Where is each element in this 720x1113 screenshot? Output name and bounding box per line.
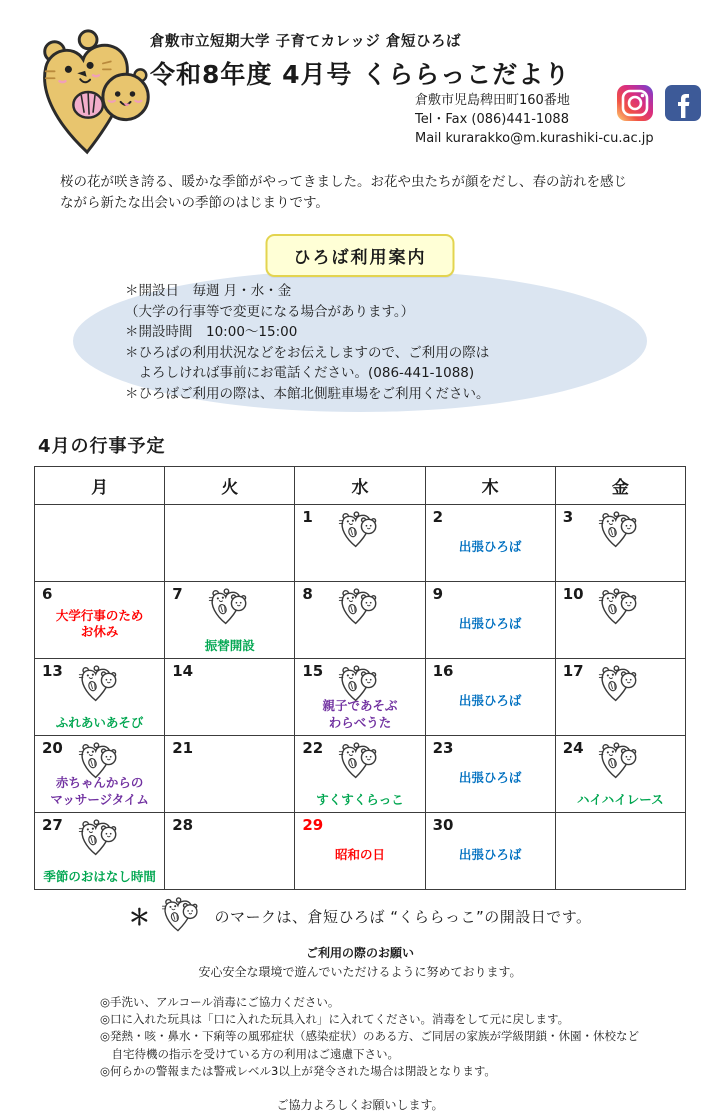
info-line: ＊ひろばご利用の際は、本館北側駐車場をご利用ください。	[125, 385, 490, 402]
calendar-week-row	[35, 812, 686, 889]
event-label: 赤ちゃんからの マッサージタイム	[50, 775, 149, 807]
usage-note-line: ◎手洗い、アルコール消毒にご協力ください。	[100, 994, 340, 1009]
otter-open-day-mark	[597, 741, 643, 785]
day-header-thu: 木	[425, 466, 555, 504]
date-number: 23	[432, 738, 454, 757]
otter-open-day-mark	[207, 587, 253, 631]
calendar-day-cell	[295, 812, 425, 889]
info-line: ＊開設時間 10:00～15:00	[125, 324, 298, 341]
event-label: 大学行事のため お休み	[55, 607, 144, 639]
calendar-week-row	[35, 658, 686, 735]
event-label: 出張ひろば	[458, 692, 522, 708]
otter-heart-icon	[337, 587, 383, 627]
event-label: 振替開設	[204, 637, 255, 653]
date-number: 10	[562, 584, 584, 603]
newsletter-subtitle: 倉敷市立短期大学 子育てカレッジ 倉短ひろば	[150, 34, 461, 50]
day-header-wed: 水	[295, 466, 425, 504]
info-line: ＊開設日 毎週 月・水・金	[125, 283, 292, 300]
date-number: 20	[42, 738, 63, 757]
otter-heart-icon	[77, 818, 123, 858]
calendar-day-cell	[35, 658, 165, 735]
usage-note-line: ◎何らかの警報または警戒レベル3以上が発令された場合は閉設となります。	[100, 1063, 496, 1078]
calendar-day-cell	[555, 581, 685, 658]
otter-mark-legend	[0, 896, 720, 938]
calendar-day-cell	[165, 735, 295, 812]
event-label: すくすくらっこ	[316, 791, 404, 807]
legend-text: のマークは、倉短ひろば “くららっこ”の開設日です。	[214, 908, 592, 927]
notice-subtitle: 安心安全な環境で遊んでいただけるように努めております。	[198, 964, 522, 979]
date-number: 7	[172, 584, 183, 603]
day-header-fri: 金	[555, 466, 685, 504]
calendar-week-row	[35, 735, 686, 812]
date-number: 17	[562, 661, 584, 680]
calendar-day-cell	[165, 812, 295, 889]
info-line: （大学の行事等で変更になる場合があります。）	[125, 303, 415, 320]
newsletter-title: 令和8年度 4月号 くららっこだより	[150, 60, 571, 89]
otter-open-day-mark	[597, 664, 643, 708]
calendar-day-cell	[425, 658, 555, 735]
calendar-heading: 4月の行事予定	[38, 435, 166, 457]
event-label: 昭和の日	[334, 846, 385, 862]
otter-open-day-mark	[337, 510, 383, 554]
info-box-label: ひろば利用案内	[266, 234, 455, 277]
calendar-day-cell	[35, 812, 165, 889]
closing-line: ご協力よろしくお願いします。	[276, 1098, 444, 1113]
date-number: 9	[432, 584, 443, 603]
usage-note-line: ◎発熱・咳・鼻水・下痢等の風邪症状（感染症状）のある方、ご同居の家族が学級閉鎖・休園・休校など	[100, 1029, 640, 1044]
address-line: 倉敷市児島稗田町160番地	[415, 93, 570, 108]
april-calendar	[34, 466, 686, 890]
otter-open-day-mark	[337, 741, 383, 785]
info-ellipse	[73, 270, 647, 412]
date-number: 27	[42, 815, 63, 834]
event-label: 親子であそぶ わらべうた	[322, 698, 398, 730]
date-number: 3	[562, 507, 574, 526]
legend-otter-slot	[160, 896, 204, 938]
asterisk: ＊	[128, 906, 151, 932]
otter-heart-icon	[597, 587, 643, 627]
notice-title: ご利用の際のお願い	[305, 945, 414, 960]
facebook-icon[interactable]	[664, 84, 702, 122]
calendar-day-cell	[425, 504, 555, 581]
event-label: 出張ひろば	[458, 538, 522, 554]
usage-note-line: ◎口に入れた玩具は「口に入れた玩具入れ」に入れてください。消毒をして元に戻します。	[100, 1012, 570, 1027]
calendar-empty-cell	[165, 504, 295, 581]
event-label: ハイハイレース	[577, 791, 664, 807]
calendar-day-cell	[555, 504, 685, 581]
date-number: 29	[302, 815, 324, 834]
date-number: 24	[562, 738, 584, 757]
day-header-tue: 火	[165, 466, 295, 504]
calendar-day-cell	[295, 581, 425, 658]
date-number: 13	[42, 661, 63, 680]
calendar-day-cell	[165, 581, 295, 658]
otter-heart-icon	[337, 510, 383, 550]
info-lines	[125, 277, 595, 404]
calendar-body	[35, 504, 686, 889]
usage-notes	[100, 994, 720, 1080]
calendar-day-cell	[425, 812, 555, 889]
calendar-header-row	[35, 466, 686, 504]
calendar-empty-cell	[35, 504, 165, 581]
calendar-day-cell	[165, 658, 295, 735]
calendar-day-cell	[425, 735, 555, 812]
date-number: 30	[432, 815, 454, 834]
day-header-mon: 月	[35, 466, 165, 504]
instagram-icon[interactable]	[616, 84, 654, 122]
otter-heart-icon	[597, 664, 643, 704]
date-number: 6	[42, 584, 53, 603]
mascot-otter-illustration	[30, 24, 162, 162]
intro-paragraph	[60, 172, 680, 214]
calendar-day-cell	[425, 581, 555, 658]
otter-heart-icon	[597, 741, 643, 781]
date-number: 1	[302, 507, 313, 526]
telfax-line: Tel・Fax (086)441-1088	[415, 111, 569, 127]
calendar-day-cell	[35, 735, 165, 812]
date-number: 28	[172, 815, 194, 834]
otter-open-day-mark	[597, 510, 643, 554]
event-label: ふれあいあそび	[55, 714, 144, 730]
date-number: 21	[172, 738, 194, 757]
otter-open-day-mark	[77, 664, 123, 708]
info-line: よろしければ事前にお電話ください。(086-441-1088)	[125, 365, 475, 382]
mail-line: Mail kurarakko@m.kurashiki-cu.ac.jp	[415, 130, 654, 146]
otter-open-day-mark	[77, 818, 123, 862]
otter-heart-icon	[207, 587, 253, 627]
otter-open-day-mark	[597, 587, 643, 631]
event-label: 出張ひろば	[458, 615, 522, 631]
otter-heart-icon	[597, 510, 643, 550]
calendar-day-cell	[295, 735, 425, 812]
calendar-day-cell	[295, 504, 425, 581]
date-number: 22	[302, 738, 324, 757]
calendar-day-cell	[555, 735, 685, 812]
event-label: 出張ひろば	[458, 769, 522, 785]
event-label: 出張ひろば	[458, 846, 522, 862]
calendar-day-cell	[35, 581, 165, 658]
hiroba-info-section	[0, 247, 720, 412]
date-number: 16	[432, 661, 454, 680]
date-number: 2	[432, 507, 443, 526]
otter-heart-icon	[160, 896, 204, 934]
calendar-day-cell	[555, 658, 685, 735]
info-line: ＊ひろばの利用状況などをお伝えしますので、ご利用の際は	[125, 344, 490, 361]
intro-line-1: 桜の花が咲き誇る、暖かな季節がやってきました。お花や虫たちが顔をだし、春の訪れを感じ	[60, 174, 627, 190]
otter-heart-icon	[77, 664, 123, 704]
date-number: 14	[172, 661, 194, 680]
calendar-week-row	[35, 504, 686, 581]
calendar-empty-cell	[555, 812, 685, 889]
calendar-day-cell	[295, 658, 425, 735]
calendar-week-row	[35, 581, 686, 658]
social-icons	[616, 84, 702, 122]
header	[0, 0, 720, 160]
date-number: 8	[302, 584, 313, 603]
date-number: 15	[302, 661, 324, 680]
otter-heart-icon	[337, 741, 383, 781]
intro-line-2: ながら新たな出会いの季節のはじまりです。	[60, 194, 329, 211]
otter-open-day-mark	[337, 587, 383, 631]
event-label: 季節のおはなし時間	[43, 868, 156, 884]
usage-note-line: 自宅待機の指示を受けている方の利用はご遠慮下さい。	[100, 1046, 399, 1061]
